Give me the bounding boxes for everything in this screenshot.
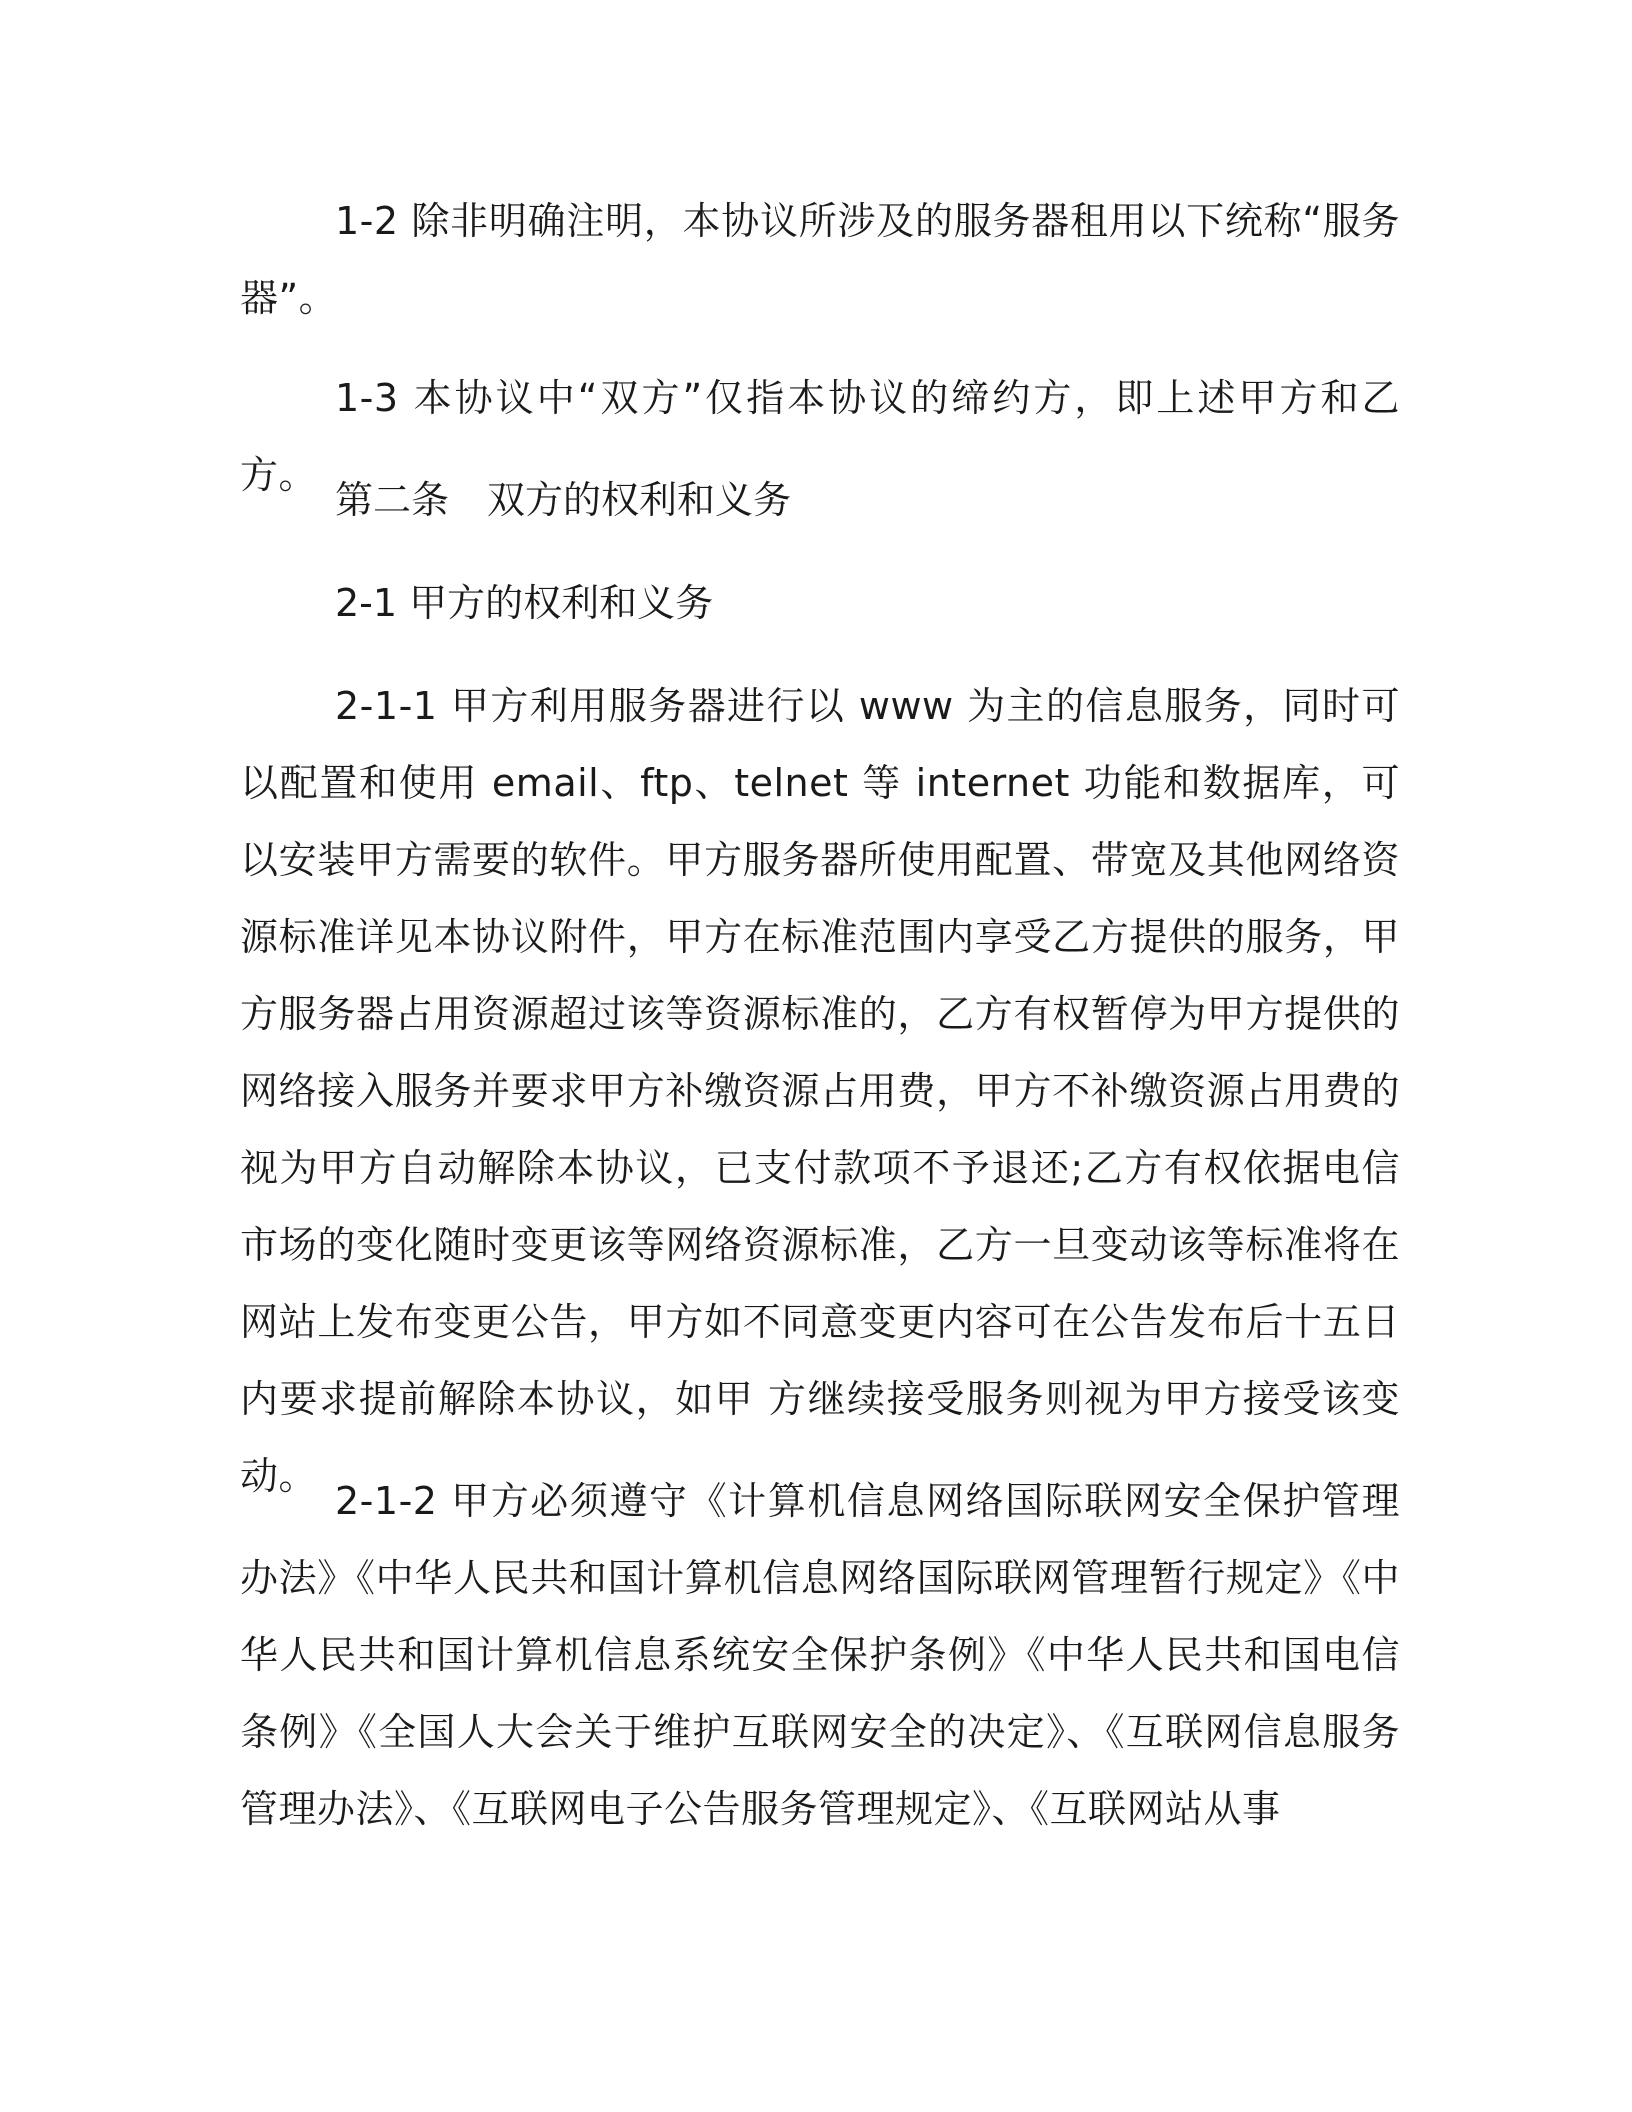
section-heading-2-1: 2-1 甲方的权利和义务 xyxy=(335,581,714,625)
paragraph-1-3: 1-3 本协议中“双方”仅指本协议的缔约方，即上述甲方和乙方。 xyxy=(240,376,1400,497)
paragraph-2-1-2: 2-1-2 甲方必须遵守《计算机信息网络国际联网安全保护管理办法》《中华人民共和国计算机信息网络国际联网管理暂行规定》《中华人民共和国计算机信息系统安全保护条例》《中华人民共和国电信条例》《全国人大会关于维护互联网安全的决定》、《互联网信息服务管理办法》、《互联网电子公告服务管理规定》、《互联网站从事 xyxy=(240,1479,1400,1831)
paragraph-2-1-1: 2-1-1 甲方利用服务器进行以 www 为主的信息服务，同时可以配置和使用 email、ftp、telnet 等 internet 功能和数据库，可以安装甲方需要的软件。甲方服务器所使用配置、带宽及其他网络资源标准详见本协议附件，甲方在标准范围内享受乙方提供的服务，甲方服务器占用资源超过该等资源标准的，乙方有权暂停为甲方提供的网络接入服务并要求甲方补缴资源占用费，甲方不补缴资源占用费的视为甲方自动解除本协议，已支付款项不予退还;乙方有权依据电信市场的变化随时变更该等网络资源标准，乙方一旦变动该等标准将在网站上发布变更公告，甲方如不同意变更内容可在公告发布后十五日内要求提前解除本协议，如甲 方继续接受服务则视为甲方接受该变动。 xyxy=(240,684,1400,1498)
paragraph-1-2: 1-2 除非明确注明，本协议所涉及的服务器租用以下统称“服务器”。 xyxy=(240,199,1400,320)
article-heading: 第二条 双方的权利和义务 xyxy=(335,478,792,522)
